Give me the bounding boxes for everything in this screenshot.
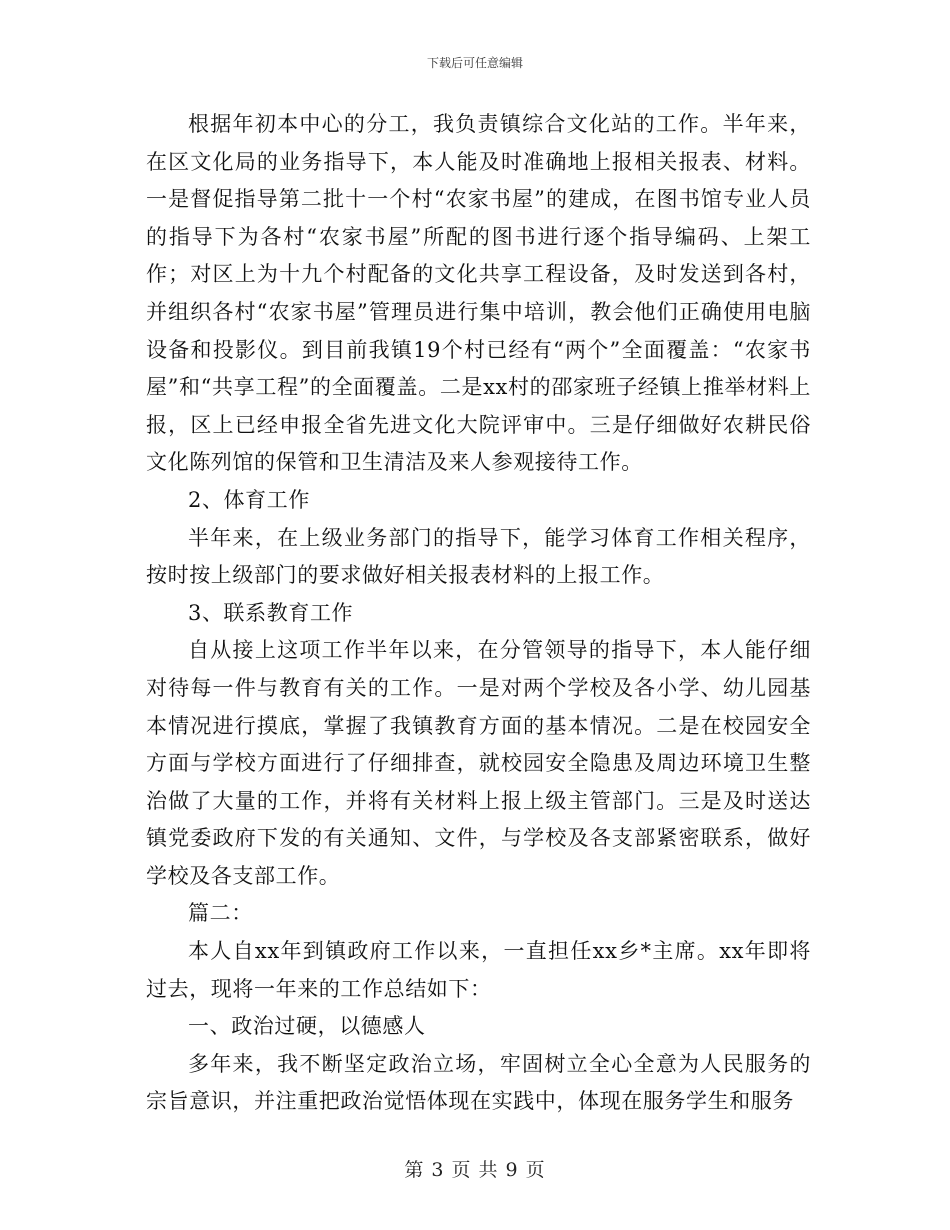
paragraph-political: 多年来，我不断坚定政治立场，牢固树立全心全意为人民服务的宗旨意识，并注重把政治觉悟体现在实践中，体现在服务学生和服务 — [146, 1051, 811, 1114]
paragraph-sports-work: 半年来，在上级业务部门的指导下，能学习体育工作相关程序，按时按上级部门的要求做好相关报表材料的上报工作。 — [146, 525, 811, 588]
paragraph-culture-work: 根据年初本中心的分工，我负责镇综合文化站的工作。半年来，在区文化局的业务指导下，本人能及时准确地上报相关报表、材料。一是督促指导第二批十一个村“农家书屋”的建成，在图书馆专业人员的指导下为各村“农家书屋”所配的图书进行逐个指导编码、上架工作；对区上为十九个村配备的文化共享工程设备，及时发送到各村，并组织各村“农家书屋”管理员进行集中培训，教会他们正确使用电脑设备和投影仪。到目前我镇19个村已经有“两个”全面覆盖：“农家书屋”和“共享工程”的全面覆盖。二是xx村的邵家班子经镇上推举材料上报，区上已经申报全省先进文化大院评审中。三是仔细做好农耕民俗文化陈列馆的保管和卫生清洁及来人参观接待工作。 — [146, 112, 811, 475]
heading-sports-work: 2、体育工作 — [188, 487, 310, 512]
paragraph-education-work: 自从接上这项工作半年以来，在分管领导的指导下，本人能仔细对待每一件与教育有关的工作。一是对两个学校及各小学、幼儿园基本情况进行摸底，掌握了我镇教育方面的基本情况。二是在校园安全方面与学校方面进行了仔细排查，就校园安全隐患及周边环境卫生整治做了大量的工作，并将有关材料上报上级主管部门。三是及时送达镇党委政府下发的有关通知、文件，与学校及各支部紧密联系，做好学校及各支部工作。 — [146, 638, 811, 888]
page-footer: 第 3 页 共 9 页 — [404, 1159, 546, 1181]
heading-education-work: 3、联系教育工作 — [188, 600, 354, 625]
section-title-part-two: 篇二： — [188, 901, 253, 926]
page-header: 下载后可任意编辑 — [426, 56, 523, 70]
heading-political: 一、政治过硬，以德感人 — [188, 1014, 426, 1039]
paragraph-intro-part-two: 本人自xx年到镇政府工作以来，一直担任xx乡*主席。xx年即将过去，现将一年来的工作总结如下： — [146, 939, 811, 1001]
document-body — [146, 106, 811, 1121]
